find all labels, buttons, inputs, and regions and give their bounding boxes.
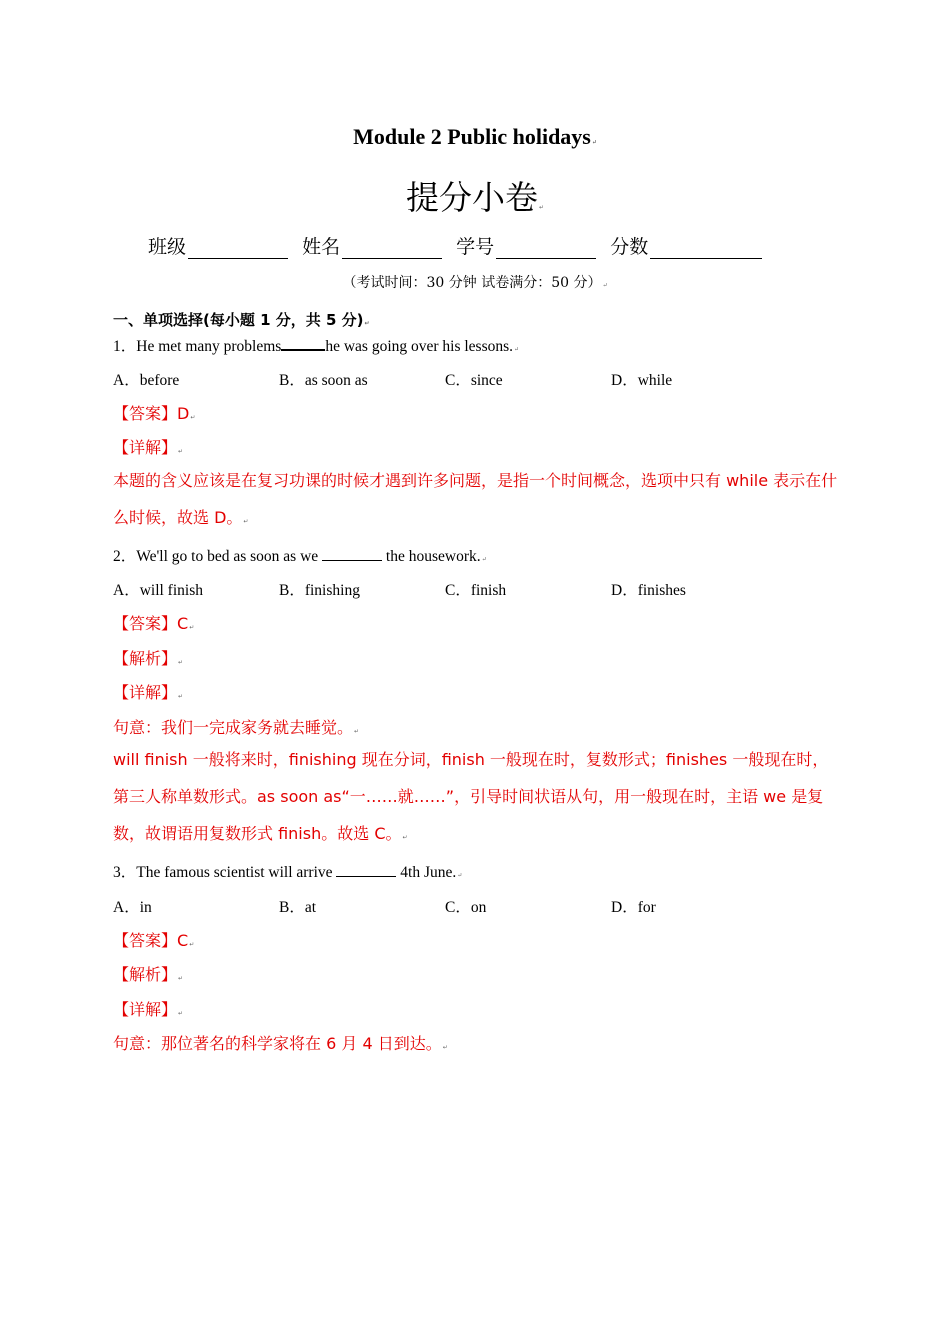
question-3-stem: 3．The famous scientist will arrive 4th June.↵ [113, 864, 463, 881]
option: B．at [279, 899, 317, 916]
question-1-stem: 1．He met many problems he was going over his lessons.↵ [113, 334, 838, 356]
option: A．in [113, 899, 152, 916]
option: A．before [113, 372, 180, 389]
question-2-detail-text: will finish 一般将来时，finishing 现在分词，finish 一般现在时，复数形式；finishes 一般现在时，第三人称单数形式。as soon as“一……就……”，引导时间状语从句，用一般现在时，主语 we 是复数，故谓语用复数形式 finish。故选 C。↵ [113, 750, 829, 843]
document-subtitle: 提分小卷↵ [405, 178, 545, 217]
class-field: 班级 [148, 232, 288, 259]
question-1-detail-label: 【详解】↵ [113, 438, 184, 457]
question-2-answer: 【答案】C↵ [113, 614, 195, 633]
option: B．as soon as [279, 372, 368, 389]
section-heading: 一、单项选择(每小题 1 分，共 5 分)↵ [113, 311, 370, 329]
name-field: 姓名 [302, 232, 442, 259]
question-2-analysis-label: 【解析】↵ [113, 649, 184, 668]
exam-info: （考试时间：30 分钟 试卷满分：50 分）↵ [342, 275, 608, 291]
question-2-stem: 2．We'll go to bed as soon as we the housework.↵ [113, 548, 487, 565]
question-1-answer: 【答案】D↵ [113, 404, 196, 423]
option: C．on [445, 899, 487, 916]
question-3-options [113, 895, 838, 917]
question-2-meaning: 句意：我们一完成家务就去睡觉。↵ [113, 718, 360, 737]
document-title: Module 2 Public holidays↵ [353, 124, 597, 149]
option: C．since [445, 372, 503, 389]
option: D．while [611, 372, 673, 389]
question-3-answer: 【答案】C↵ [113, 931, 195, 950]
student-info-fields [148, 232, 848, 259]
question-1-detail-text: 本题的含义应该是在复习功课的时候才遇到许多问题，是指一个时间概念，选项中只有 while 表示在什么时候，故选 D。↵ [113, 471, 838, 527]
score-field: 分数 [610, 232, 762, 259]
option: B．finishing [279, 582, 360, 599]
question-3-analysis-label: 【解析】↵ [113, 965, 184, 984]
option: C．finish [445, 582, 507, 599]
question-3-detail-label: 【详解】↵ [113, 1000, 184, 1019]
option: D．for [611, 899, 656, 916]
question-2-options [113, 578, 838, 600]
question-2-detail-label: 【详解】↵ [113, 683, 184, 702]
option: D．finishes [611, 582, 686, 599]
student-id-field: 学号 [456, 232, 596, 259]
question-3-meaning: 句意：那位著名的科学家将在 6 月 4 日到达。↵ [113, 1034, 448, 1053]
question-1-options [113, 368, 838, 390]
option: A．will finish [113, 582, 203, 599]
